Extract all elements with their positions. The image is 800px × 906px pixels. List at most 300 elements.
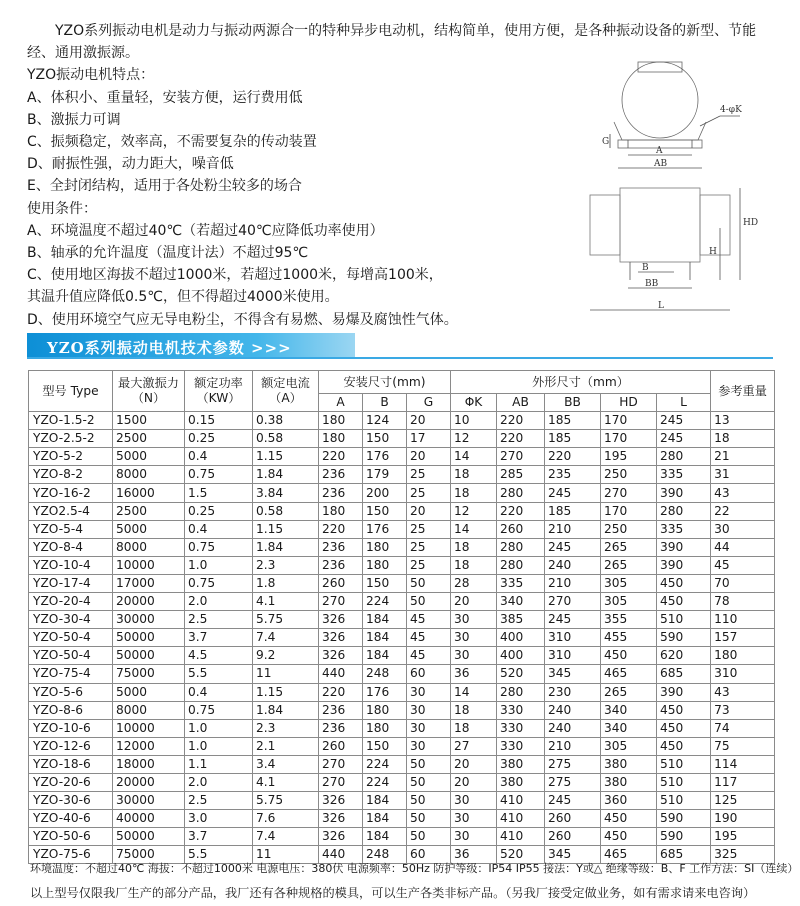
table-cell: 10000 — [113, 556, 185, 574]
table-row — [29, 574, 775, 592]
table-cell: 12 — [451, 430, 497, 448]
table-cell: 21 — [711, 448, 775, 466]
table-cell: 1.8 — [253, 574, 319, 592]
table-cell: 310 — [711, 665, 775, 683]
table-cell: 210 — [545, 520, 601, 538]
table-cell: 8000 — [113, 701, 185, 719]
table-cell: 27 — [451, 737, 497, 755]
table-cell: 185 — [545, 412, 601, 430]
table-cell: 0.75 — [185, 701, 253, 719]
feature-item: B、激振力可调 — [27, 111, 121, 128]
table-cell: 50 — [407, 773, 451, 791]
cell-model: YZO-2.5-2 — [29, 430, 113, 448]
table-cell: 14 — [451, 448, 497, 466]
table-cell: 410 — [497, 810, 545, 828]
table-cell: 45 — [407, 647, 451, 665]
cell-model: YZO2.5-4 — [29, 502, 113, 520]
table-cell: 25 — [407, 520, 451, 538]
table-cell: 184 — [363, 828, 407, 846]
table-cell: 3.7 — [185, 629, 253, 647]
table-cell: 50 — [407, 574, 451, 592]
table-cell: 184 — [363, 629, 407, 647]
table-cell: 390 — [657, 538, 711, 556]
table-cell: 220 — [497, 430, 545, 448]
table-row — [29, 792, 775, 810]
table-cell: 245 — [545, 611, 601, 629]
table-cell: 179 — [363, 466, 407, 484]
cell-model: YZO-30-4 — [29, 611, 113, 629]
table-cell: 30 — [451, 629, 497, 647]
table-cell: 400 — [497, 629, 545, 647]
header-install: 安装尺寸(mm) — [319, 371, 451, 394]
table-cell: 360 — [601, 792, 657, 810]
table-cell: 1500 — [113, 412, 185, 430]
table-cell: 5.75 — [253, 611, 319, 629]
table-cell: 450 — [657, 719, 711, 737]
table-cell: 28 — [451, 574, 497, 592]
table-cell: 184 — [363, 810, 407, 828]
table-cell: 390 — [657, 683, 711, 701]
table-cell: 5000 — [113, 520, 185, 538]
table-cell: 12 — [451, 502, 497, 520]
table-cell: 180 — [319, 412, 363, 430]
table-cell: 190 — [711, 810, 775, 828]
table-cell: 240 — [545, 719, 601, 737]
table-cell: 60 — [407, 665, 451, 683]
table-body — [29, 412, 775, 864]
header-model: 型号 Type — [29, 371, 113, 412]
table-cell: 280 — [497, 538, 545, 556]
subheader-a: A — [319, 394, 363, 412]
cell-model: YZO-18-6 — [29, 755, 113, 773]
table-cell: 157 — [711, 629, 775, 647]
header-power: 额定功率（KW） — [185, 371, 253, 412]
table-cell: 25 — [407, 538, 451, 556]
table-cell: 117 — [711, 773, 775, 791]
table-cell: 245 — [545, 792, 601, 810]
table-cell: 1.0 — [185, 737, 253, 755]
table-cell: 280 — [497, 484, 545, 502]
banner-underline — [27, 357, 773, 359]
table-cell: 3.7 — [185, 828, 253, 846]
table-cell: 236 — [319, 538, 363, 556]
table-cell: 270 — [497, 448, 545, 466]
table-cell: 18 — [451, 538, 497, 556]
table-cell: 50000 — [113, 828, 185, 846]
table-cell: 2.0 — [185, 773, 253, 791]
table-cell: 170 — [601, 502, 657, 520]
table-cell: 450 — [657, 737, 711, 755]
table-cell: 75000 — [113, 665, 185, 683]
table-cell: 270 — [319, 593, 363, 611]
table-cell: 270 — [319, 755, 363, 773]
table-cell: 510 — [657, 755, 711, 773]
table-cell: 236 — [319, 701, 363, 719]
table-cell: 1.15 — [253, 448, 319, 466]
table-cell: 7.4 — [253, 828, 319, 846]
cell-model: YZO-10-4 — [29, 556, 113, 574]
table-row — [29, 593, 775, 611]
table-cell: 45 — [407, 629, 451, 647]
table-row — [29, 810, 775, 828]
header-current: 额定电流（A） — [253, 371, 319, 412]
table-cell: 185 — [545, 430, 601, 448]
subheader-bb: BB — [545, 394, 601, 412]
table-cell: 18 — [711, 430, 775, 448]
table-cell: 184 — [363, 647, 407, 665]
cell-model: YZO-5-6 — [29, 683, 113, 701]
cell-model: YZO-40-6 — [29, 810, 113, 828]
table-cell: 1.15 — [253, 520, 319, 538]
table-cell: 0.38 — [253, 412, 319, 430]
table-cell: 2500 — [113, 502, 185, 520]
table-cell: 380 — [497, 755, 545, 773]
table-cell: 180 — [319, 430, 363, 448]
table-cell: 355 — [601, 611, 657, 629]
table-cell: 110 — [711, 611, 775, 629]
table-cell: 124 — [363, 412, 407, 430]
table-cell: 5.5 — [185, 846, 253, 864]
table-cell: 285 — [497, 466, 545, 484]
table-cell: 280 — [497, 683, 545, 701]
table-cell: 74 — [711, 719, 775, 737]
table-cell: 70 — [711, 574, 775, 592]
table-cell: 260 — [497, 520, 545, 538]
table-cell: 236 — [319, 484, 363, 502]
table-cell: 78 — [711, 593, 775, 611]
table-cell: 220 — [319, 448, 363, 466]
table-cell: 73 — [711, 701, 775, 719]
banner-title: YZO系列振动电机技术参数 >>> — [47, 339, 292, 357]
table-cell: 184 — [363, 792, 407, 810]
table-cell: 3.0 — [185, 810, 253, 828]
cell-model: YZO-12-6 — [29, 737, 113, 755]
table-cell: 590 — [657, 810, 711, 828]
table-cell: 20 — [451, 773, 497, 791]
table-cell: 685 — [657, 665, 711, 683]
table-cell: 440 — [319, 846, 363, 864]
table-cell: 4.1 — [253, 593, 319, 611]
table-cell: 5000 — [113, 448, 185, 466]
table-row — [29, 538, 775, 556]
table-cell: 390 — [657, 556, 711, 574]
table-cell: 31 — [711, 466, 775, 484]
table-cell: 180 — [319, 502, 363, 520]
table-row — [29, 430, 775, 448]
cell-model: YZO-8-6 — [29, 701, 113, 719]
table-cell: 260 — [319, 737, 363, 755]
table-cell: 2.0 — [185, 593, 253, 611]
table-cell: 260 — [545, 828, 601, 846]
cell-model: YZO-10-6 — [29, 719, 113, 737]
table-row — [29, 448, 775, 466]
table-row — [29, 719, 775, 737]
table-cell: 0.25 — [185, 502, 253, 520]
table-cell: 236 — [319, 719, 363, 737]
table-cell: 2.3 — [253, 556, 319, 574]
features-title: YZO振动电机特点： — [27, 67, 155, 84]
table-cell: 17000 — [113, 574, 185, 592]
table-cell: 520 — [497, 665, 545, 683]
table-cell: 43 — [711, 484, 775, 502]
condition-item: A、环境温度不超过40℃（若超过40℃应降低功率使用） — [27, 222, 384, 239]
table-cell: 18 — [451, 484, 497, 502]
table-cell: 1.84 — [253, 538, 319, 556]
table-cell: 410 — [497, 792, 545, 810]
table-cell: 465 — [601, 665, 657, 683]
table-cell: 5.5 — [185, 665, 253, 683]
table-cell: 1.15 — [253, 683, 319, 701]
table-cell: 20000 — [113, 593, 185, 611]
table-cell: 240 — [545, 556, 601, 574]
table-cell: 248 — [363, 665, 407, 683]
table-row — [29, 647, 775, 665]
table-cell: 220 — [497, 502, 545, 520]
table-cell: 0.75 — [185, 574, 253, 592]
table-row — [29, 629, 775, 647]
subheader-k: ΦK — [451, 394, 497, 412]
table-cell: 326 — [319, 647, 363, 665]
subheader-ab: AB — [497, 394, 545, 412]
table-cell: 265 — [601, 683, 657, 701]
condition-item: C、使用地区海拔不超过1000米，若超过1000米，每增高100米， — [27, 267, 443, 284]
table-row — [29, 484, 775, 502]
table-cell: 50 — [407, 828, 451, 846]
table-cell: 10000 — [113, 719, 185, 737]
label-hd: HD — [743, 218, 759, 228]
table-cell: 1.84 — [253, 701, 319, 719]
table-cell: 20 — [451, 755, 497, 773]
table-row — [29, 773, 775, 791]
table-cell: 685 — [657, 846, 711, 864]
table-cell: 455 — [601, 629, 657, 647]
table-cell: 2.5 — [185, 611, 253, 629]
table-cell: 30000 — [113, 792, 185, 810]
table-cell: 10 — [451, 412, 497, 430]
cell-model: YZO-20-6 — [29, 773, 113, 791]
table-cell: 326 — [319, 810, 363, 828]
footer-note: 以上型号仅限我厂生产的部分产品，我厂还有各种规格的模具，可以生产各类非标产品。（另我厂接受定做业务，如有需求请来电咨询） — [30, 886, 756, 900]
cell-model: YZO-30-6 — [29, 792, 113, 810]
condition-item: D、使用环境空气应无导电粉尘，不得含有易燃、易爆及腐蚀性气体。 — [27, 311, 458, 328]
table-cell: 250 — [601, 466, 657, 484]
label-k: 4-φK — [720, 105, 742, 115]
table-row — [29, 755, 775, 773]
table-cell: 245 — [545, 538, 601, 556]
table-cell: 520 — [497, 846, 545, 864]
table-cell: 310 — [545, 647, 601, 665]
table-cell: 450 — [657, 574, 711, 592]
motor-dimension-diagram — [580, 60, 780, 320]
table-cell: 150 — [363, 737, 407, 755]
table-cell: 4.5 — [185, 647, 253, 665]
table-row — [29, 611, 775, 629]
table-cell: 75000 — [113, 846, 185, 864]
table-cell: 5.75 — [253, 792, 319, 810]
table-cell: 0.75 — [185, 466, 253, 484]
feature-item: E、全封闭结构，适用于各处粉尘较多的场合 — [27, 178, 302, 195]
label-a: A — [656, 146, 663, 156]
table-cell: 248 — [363, 846, 407, 864]
table-cell: 510 — [657, 792, 711, 810]
table-cell: 50 — [407, 792, 451, 810]
table-cell: 30 — [407, 701, 451, 719]
table-cell: 1.1 — [185, 755, 253, 773]
table-cell: 18 — [451, 719, 497, 737]
subheader-l: L — [657, 394, 711, 412]
table-cell: 50 — [407, 810, 451, 828]
table-cell: 3.4 — [253, 755, 319, 773]
table-cell: 30 — [711, 520, 775, 538]
table-cell: 20 — [407, 448, 451, 466]
table-cell: 16000 — [113, 484, 185, 502]
table-cell: 220 — [545, 448, 601, 466]
table-cell: 590 — [657, 828, 711, 846]
table-cell: 340 — [497, 593, 545, 611]
table-cell: 60 — [407, 846, 451, 864]
table-cell: 9.2 — [253, 647, 319, 665]
table-cell: 0.4 — [185, 448, 253, 466]
table-cell: 25 — [407, 484, 451, 502]
table-cell: 280 — [657, 448, 711, 466]
table-cell: 326 — [319, 792, 363, 810]
table-cell: 0.58 — [253, 502, 319, 520]
header-weight: 参考重量 — [711, 371, 775, 412]
table-cell: 450 — [657, 593, 711, 611]
table-cell: 620 — [657, 647, 711, 665]
table-cell: 1.0 — [185, 556, 253, 574]
condition-item: 其温升值应降低0.5℃，但不得超过4000米使用。 — [27, 289, 339, 306]
table-cell: 280 — [497, 556, 545, 574]
cell-model: YZO-75-4 — [29, 665, 113, 683]
table-cell: 50 — [407, 593, 451, 611]
header-force: 最大激振力（N） — [113, 371, 185, 412]
table-cell: 20000 — [113, 773, 185, 791]
table-cell: 330 — [497, 719, 545, 737]
cell-model: YZO-5-4 — [29, 520, 113, 538]
table-cell: 12000 — [113, 737, 185, 755]
table-cell: 2500 — [113, 430, 185, 448]
table-cell: 236 — [319, 556, 363, 574]
table-cell: 330 — [497, 701, 545, 719]
table-cell: 30 — [407, 683, 451, 701]
table-cell: 335 — [657, 466, 711, 484]
table-cell: 0.4 — [185, 683, 253, 701]
table-cell: 185 — [545, 502, 601, 520]
table-cell: 380 — [497, 773, 545, 791]
conditions-title: 使用条件： — [27, 200, 97, 217]
table-row — [29, 520, 775, 538]
table-cell: 170 — [601, 430, 657, 448]
table-cell: 210 — [545, 574, 601, 592]
table-cell: 305 — [601, 574, 657, 592]
table-cell: 13 — [711, 412, 775, 430]
table-cell: 275 — [545, 755, 601, 773]
table-cell: 44 — [711, 538, 775, 556]
table-cell: 8000 — [113, 466, 185, 484]
table-cell: 170 — [601, 412, 657, 430]
table-cell: 335 — [657, 520, 711, 538]
table-cell: 18 — [451, 701, 497, 719]
table-cell: 2.1 — [253, 737, 319, 755]
label-ab: AB — [654, 159, 668, 169]
cell-model: YZO-75-6 — [29, 846, 113, 864]
table-row — [29, 701, 775, 719]
table-cell: 45 — [407, 611, 451, 629]
table-cell: 260 — [319, 574, 363, 592]
table-cell: 20 — [407, 412, 451, 430]
intro-paragraph: YZO系列振动电机是动力与振动两源合一的特种异步电动机，结构简单，使用方便，是各种振动设备的新型、节能经、通用激振源。 — [27, 23, 757, 62]
table-cell: 450 — [657, 701, 711, 719]
table-cell: 22 — [711, 502, 775, 520]
cell-model: YZO-8-4 — [29, 538, 113, 556]
cell-model: YZO-5-2 — [29, 448, 113, 466]
table-cell: 220 — [319, 520, 363, 538]
table-cell: 20 — [407, 502, 451, 520]
table-cell: 14 — [451, 683, 497, 701]
cell-model: YZO-50-4 — [29, 647, 113, 665]
table-row — [29, 683, 775, 701]
table-cell: 265 — [601, 538, 657, 556]
table-cell: 4.1 — [253, 773, 319, 791]
table-cell: 345 — [545, 665, 601, 683]
table-cell: 1.5 — [185, 484, 253, 502]
table-cell: 340 — [601, 719, 657, 737]
table-cell: 36 — [451, 846, 497, 864]
table-cell: 125 — [711, 792, 775, 810]
table-cell: 150 — [363, 502, 407, 520]
cell-model: YZO-1.5-2 — [29, 412, 113, 430]
table-cell: 176 — [363, 520, 407, 538]
table-cell: 30 — [407, 719, 451, 737]
cell-model: YZO-50-4 — [29, 629, 113, 647]
table-row — [29, 502, 775, 520]
table-cell: 195 — [601, 448, 657, 466]
table-cell: 245 — [545, 484, 601, 502]
table-row — [29, 665, 775, 683]
table-cell: 114 — [711, 755, 775, 773]
table-cell: 410 — [497, 828, 545, 846]
table-cell: 150 — [363, 574, 407, 592]
table-cell: 25 — [407, 556, 451, 574]
cell-model: YZO-17-4 — [29, 574, 113, 592]
table-cell: 326 — [319, 629, 363, 647]
table-cell: 1.84 — [253, 466, 319, 484]
table-cell: 184 — [363, 611, 407, 629]
table-cell: 335 — [497, 574, 545, 592]
table-cell: 30 — [451, 828, 497, 846]
table-cell: 245 — [657, 430, 711, 448]
table-cell: 200 — [363, 484, 407, 502]
table-cell: 11 — [253, 665, 319, 683]
subheader-b: B — [363, 394, 407, 412]
table-row — [29, 412, 775, 430]
table-cell: 340 — [601, 701, 657, 719]
cell-model: YZO-50-6 — [29, 828, 113, 846]
table-cell: 510 — [657, 773, 711, 791]
table-cell: 380 — [601, 773, 657, 791]
table-cell: 50000 — [113, 647, 185, 665]
cell-model: YZO-16-2 — [29, 484, 113, 502]
table-cell: 236 — [319, 466, 363, 484]
table-cell: 224 — [363, 773, 407, 791]
table-cell: 50 — [407, 755, 451, 773]
table-cell: 0.25 — [185, 430, 253, 448]
table-cell: 0.15 — [185, 412, 253, 430]
section-banner — [27, 333, 355, 359]
condition-item: B、轴承的允许温度（温度计法）不超过95℃ — [27, 245, 309, 262]
subheader-g: G — [407, 394, 451, 412]
